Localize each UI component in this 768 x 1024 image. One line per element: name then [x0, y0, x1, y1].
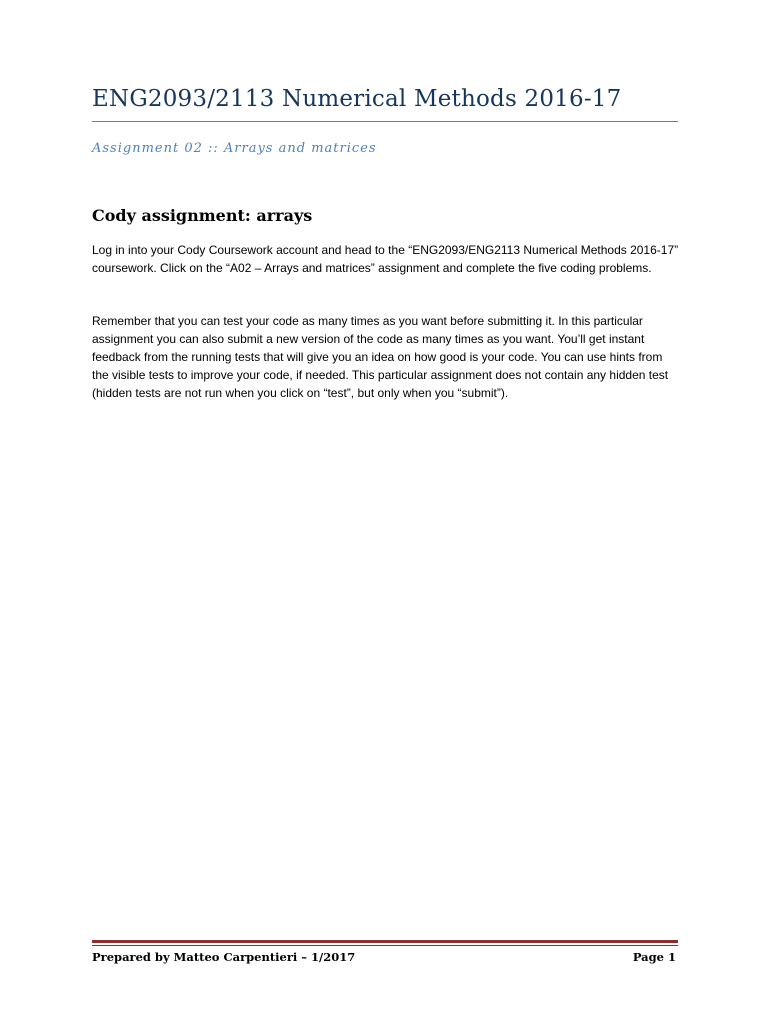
- footer-page-number: Page 1: [632, 950, 676, 964]
- footer-divider-thin: [92, 945, 678, 946]
- title-divider: [92, 121, 678, 122]
- paragraph-instructions: Log in into your Cody Coursework account and head to the “ENG2093/ENG2113 Numerical Methods 2016-17” coursework. Click on the “A02 – Arrays and matrices” assignment and complete the five coding problems.: [92, 243, 679, 275]
- document-title: ENG2093/2113 Numerical Methods 2016-17: [92, 86, 622, 112]
- footer-author: Prepared by Matteo Carpentieri – 1/2017: [92, 950, 356, 964]
- document-subtitle: Assignment 02 :: Arrays and matrices: [92, 141, 377, 156]
- section-heading: Cody assignment: arrays: [92, 206, 313, 225]
- paragraph-testing-notes: Remember that you can test your code as many times as you want before submitting it. In this particular assignment you can also submit a new version of the code as many times as you want. You’ll get instant feedback from the running tests that will give you an idea on how good is your code. You can use hints from the visible tests to improve your code, if needed. This particular assignment does not contain any hidden test (hidden tests are not run when you click on “test”, but only when you “submit”).: [92, 314, 669, 400]
- footer-divider-thick: [92, 940, 678, 943]
